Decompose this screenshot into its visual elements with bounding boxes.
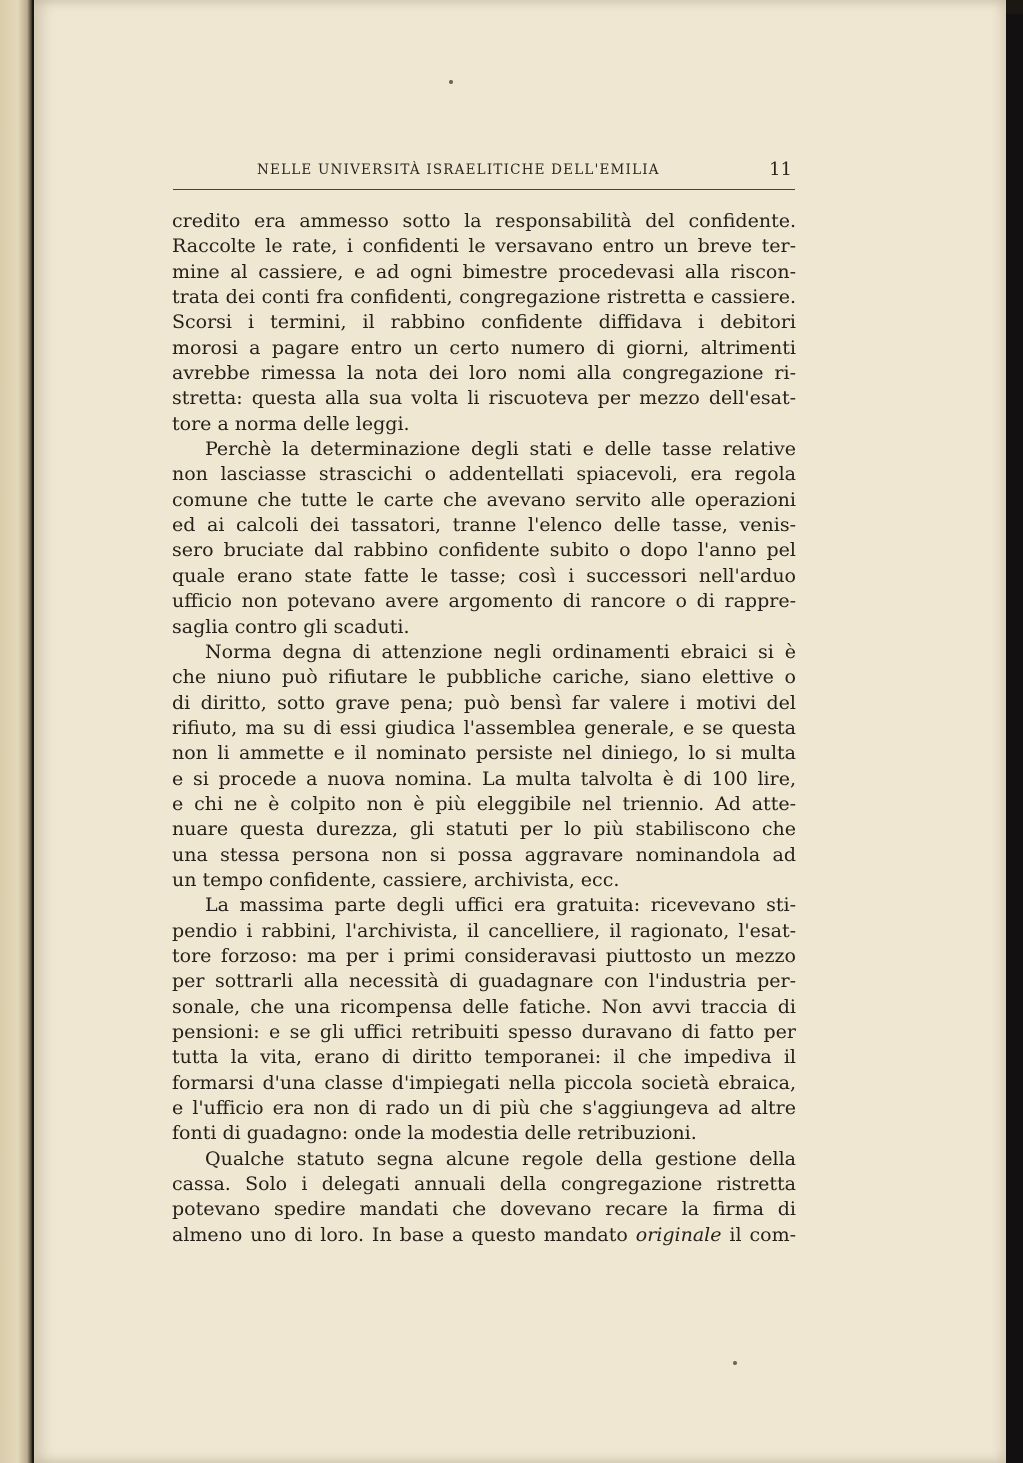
text-line-content: nuare questa durezza, gli statuti per lo più stabiliscono che <box>172 818 796 841</box>
text-line-content: non lasciasse strascichi o addentellati spiacevoli, era regola <box>172 463 796 486</box>
text-line <box>172 1147 796 1172</box>
text-line-tail: il com- <box>721 1223 797 1246</box>
text-line <box>172 589 796 614</box>
text-line-content: Norma degna di attenzione negli ordinamenti ebraici si è <box>205 640 796 663</box>
text-line <box>172 741 796 766</box>
text-line <box>172 792 796 817</box>
scan-background-edge <box>1006 14 1023 1463</box>
text-line <box>172 1197 796 1222</box>
text-line <box>172 336 796 361</box>
text-line <box>172 462 796 487</box>
text-line-content: cassa. Solo i delegati annuali della congregazione ristretta <box>172 1173 796 1196</box>
text-line-content: tutta la vita, erano di diritto temporanei: il che impediva il <box>172 1046 796 1069</box>
text-line <box>172 1223 796 1248</box>
text-line <box>172 437 796 462</box>
text-line-content: stretta: questa alla sua volta li riscuoteva per mezzo dell'esat- <box>172 387 796 410</box>
text-line-content: ufficio non potevano avere argomento di rancore o di rappre- <box>172 590 796 613</box>
text-line <box>172 1045 796 1070</box>
text-line-content: tore a norma delle leggi. <box>172 412 410 435</box>
page-header <box>173 159 795 190</box>
text-line <box>172 234 796 259</box>
text-line <box>172 615 796 640</box>
text-line <box>172 1071 796 1096</box>
text-line-content: ed ai calcoli dei tassatori, tranne l'elenco delle tasse, venis- <box>172 514 796 537</box>
text-line-content: e si procede a nuova nomina. La multa talvolta è di 100 lire, <box>172 767 796 790</box>
text-line <box>172 1172 796 1197</box>
text-line-content: e l'ufficio era non di rado un di più che s'aggiungeva ad altre <box>172 1097 796 1120</box>
running-head: NELLE UNIVERSITÀ ISRAELITICHE DELL'EMILIA <box>257 162 660 178</box>
text-line-content: un tempo confidente, cassiere, archivista, ecc. <box>172 868 620 891</box>
text-line-content: rifiuto, ma su di essi giudica l'assemblea generale, e se questa <box>172 716 796 739</box>
paper-speck <box>733 1361 737 1365</box>
text-line-content: morosi a pagare entro un certo numero di giorni, altrimenti <box>172 336 796 359</box>
text-line <box>172 513 796 538</box>
text-line <box>172 640 796 665</box>
text-line <box>172 310 796 335</box>
text-line <box>172 564 796 589</box>
text-line-content: formarsi d'una classe d'impiegati nella piccola società ebraica, <box>172 1071 796 1094</box>
text-line-content: non li ammette e il nominato persiste nel diniego, lo si multa <box>172 742 796 765</box>
text-line <box>172 817 796 842</box>
text-line-content: La massima parte degli uffici era gratuita: ricevevano sti- <box>205 894 796 917</box>
text-line <box>172 944 796 969</box>
text-line-content: una stessa persona non si possa aggravare nominandola ad <box>172 843 796 866</box>
text-line <box>172 969 796 994</box>
text-line <box>172 919 796 944</box>
text-line-content: credito era ammesso sotto la responsabilità del confidente. <box>172 210 796 232</box>
text-line <box>172 716 796 741</box>
text-line-content: e chi ne è colpito non è più eleggibile nel triennio. Ad atte- <box>172 792 796 815</box>
text-line-content: comune che tutte le carte che avevano servito alle operazioni <box>172 488 796 511</box>
text-line-content: Scorsi i termini, il rabbino confidente diffidava i debitori <box>172 311 796 334</box>
facing-page-edge <box>0 0 32 1463</box>
text-line <box>172 767 796 792</box>
text-line <box>172 893 796 918</box>
text-line-content: pendio i rabbini, l'archivista, il cancelliere, il ragionato, l'esat- <box>172 919 796 942</box>
text-line <box>172 691 796 716</box>
text-line <box>172 843 796 868</box>
italic-word: originale <box>635 1223 722 1246</box>
text-line <box>172 1020 796 1045</box>
text-line-content: saglia contro gli scaduti. <box>172 615 410 638</box>
text-line-content: trata dei conti fra confidenti, congregazione ristretta e cassiere. <box>172 286 796 309</box>
text-line <box>172 665 796 690</box>
text-line <box>172 386 796 411</box>
text-line <box>172 1121 796 1146</box>
text-line-content: mine al cassiere, e ad ogni bimestre procedevasi alla riscon- <box>172 260 796 283</box>
text-line-content: potevano spedire mandati che dovevano recare la firma di <box>172 1198 796 1221</box>
body-text <box>172 209 796 1248</box>
page-number: 11 <box>769 159 792 180</box>
text-line <box>172 260 796 285</box>
paper-speck <box>449 80 453 84</box>
text-line-content: fonti di guadagno: onde la modestia delle retribuzioni. <box>172 1122 697 1145</box>
text-line <box>172 1096 796 1121</box>
text-line <box>172 995 796 1020</box>
text-line <box>172 538 796 563</box>
text-line <box>172 285 796 310</box>
text-line-content: che niuno può rifiutare le pubbliche cariche, siano elettive o <box>172 666 796 689</box>
text-line-content: tore forzoso: ma per i primi consideravasi piuttosto un mezzo <box>172 944 796 967</box>
text-line-content: sonale, che una ricompensa delle fatiche. Non avvi traccia di <box>172 995 796 1018</box>
text-line-content: pensioni: e se gli uffici retribuiti spesso duravano di fatto per <box>172 1021 796 1043</box>
text-line-content: Qualche statuto segna alcune regole della gestione della <box>205 1147 796 1170</box>
text-line-content: per sottrarli alla necessità di guadagnare con l'industria per- <box>172 970 796 993</box>
text-line <box>172 868 796 893</box>
text-line <box>172 488 796 513</box>
text-line-content: di diritto, sotto grave pena; può bensì far valere i motivi del <box>172 691 796 714</box>
text-line-content: almeno uno di loro. In base a questo mandato <box>172 1223 628 1246</box>
text-line-content: avrebbe rimessa la nota dei loro nomi alla congregazione ri- <box>172 362 796 385</box>
text-line-content: Raccolte le rate, i confidenti le versavano entro un breve ter- <box>172 235 796 258</box>
text-line-content: Perchè la determinazione degli stati e delle tasse relative <box>205 438 796 461</box>
text-line <box>172 412 796 437</box>
text-line <box>172 361 796 386</box>
text-line-content: sero bruciate dal rabbino confidente subito o dopo l'anno pel <box>172 539 796 562</box>
text-line <box>172 209 796 234</box>
text-line-content: quale erano state fatte le tasse; così i successori nell'arduo <box>172 564 796 587</box>
